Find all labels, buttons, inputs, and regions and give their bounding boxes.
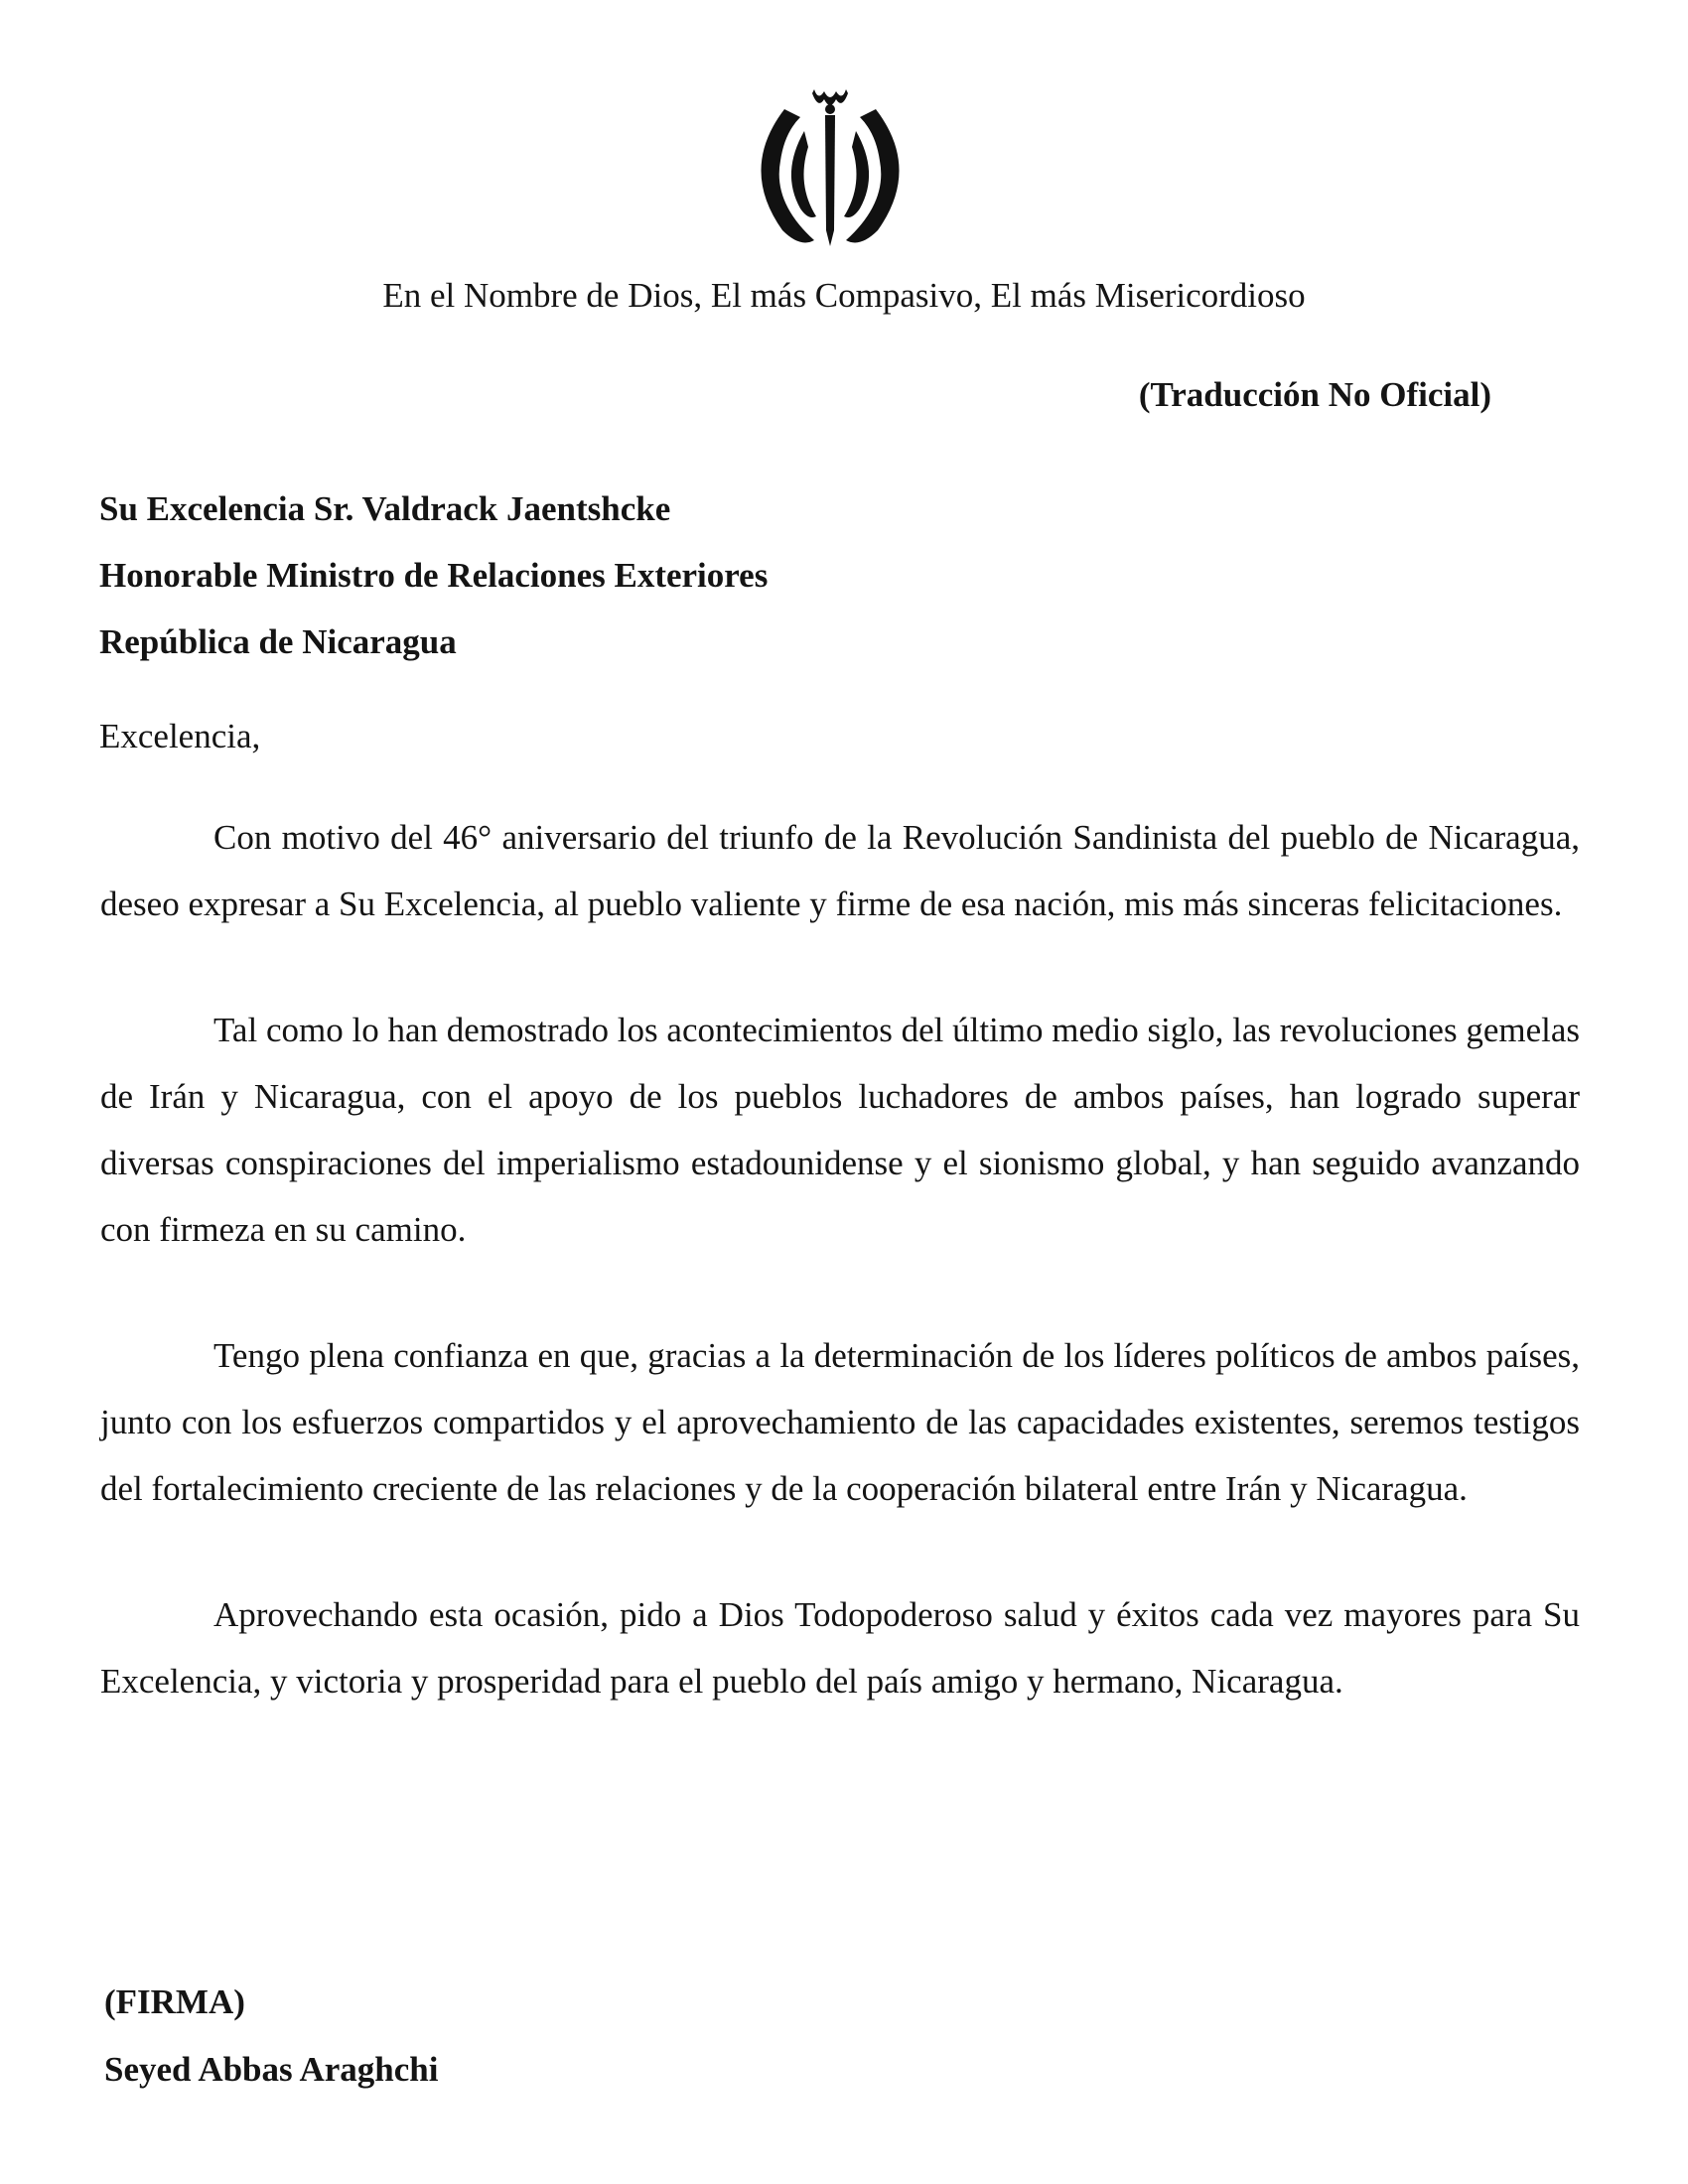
recipient-title: Honorable Ministro de Relaciones Exteriores [99,556,769,595]
recipient-country: República de Nicaragua [99,622,457,661]
paragraph: Tengo plena confianza en que, gracias a la determinación de los líderes políticos de ambos países, junto con los esfuerzos compartidos y el aprovechamiento de las capacidades existentes, seremos testigos del fortalecimiento creciente de las relaciones y de la cooperación bilateral entre Irán y Nicaragua. [100,1336,1580,1508]
translation-note: (Traducción No Oficial) [1138,375,1491,414]
iran-emblem-icon [743,81,917,252]
letter-body [100,804,1580,1774]
paragraph: Tal como lo han demostrado los acontecimientos del último medio siglo, las revoluciones gemelas de Irán y Nicaragua, con el apoyo de los pueblos luchadores de ambos países, han logrado superar diversas conspiraciones del imperialismo estadounidense y el sionismo global, y han seguido avanzando con firmeza en su camino. [100,1011,1580,1249]
recipient-block [99,476,768,675]
salutation: Excelencia, [99,717,261,755]
signature-block [104,1969,438,2104]
paragraph: Con motivo del 46° aniversario del triunfo de la Revolución Sandinista del pueblo de Nicaragua, deseo expresar a Su Excelencia, al pueblo valiente y firme de esa nación, mis más sinceras felicitaciones. [100,818,1580,923]
paragraph: Aprovechando esta ocasión, pido a Dios Todopoderoso salud y éxitos cada vez mayores para Su Excelencia, y victoria y prosperidad para el pueblo del país amigo y hermano, Nicaragua. [100,1595,1580,1701]
recipient-name: Su Excelencia Sr. Valdrack Jaentshcke [99,489,671,528]
invocation-line: En el Nombre de Dios, El más Compasivo, El más Misericordioso [382,276,1306,315]
signatory-name: Seyed Abbas Araghchi [104,2050,439,2089]
signature-label: (FIRMA) [104,1982,245,2021]
